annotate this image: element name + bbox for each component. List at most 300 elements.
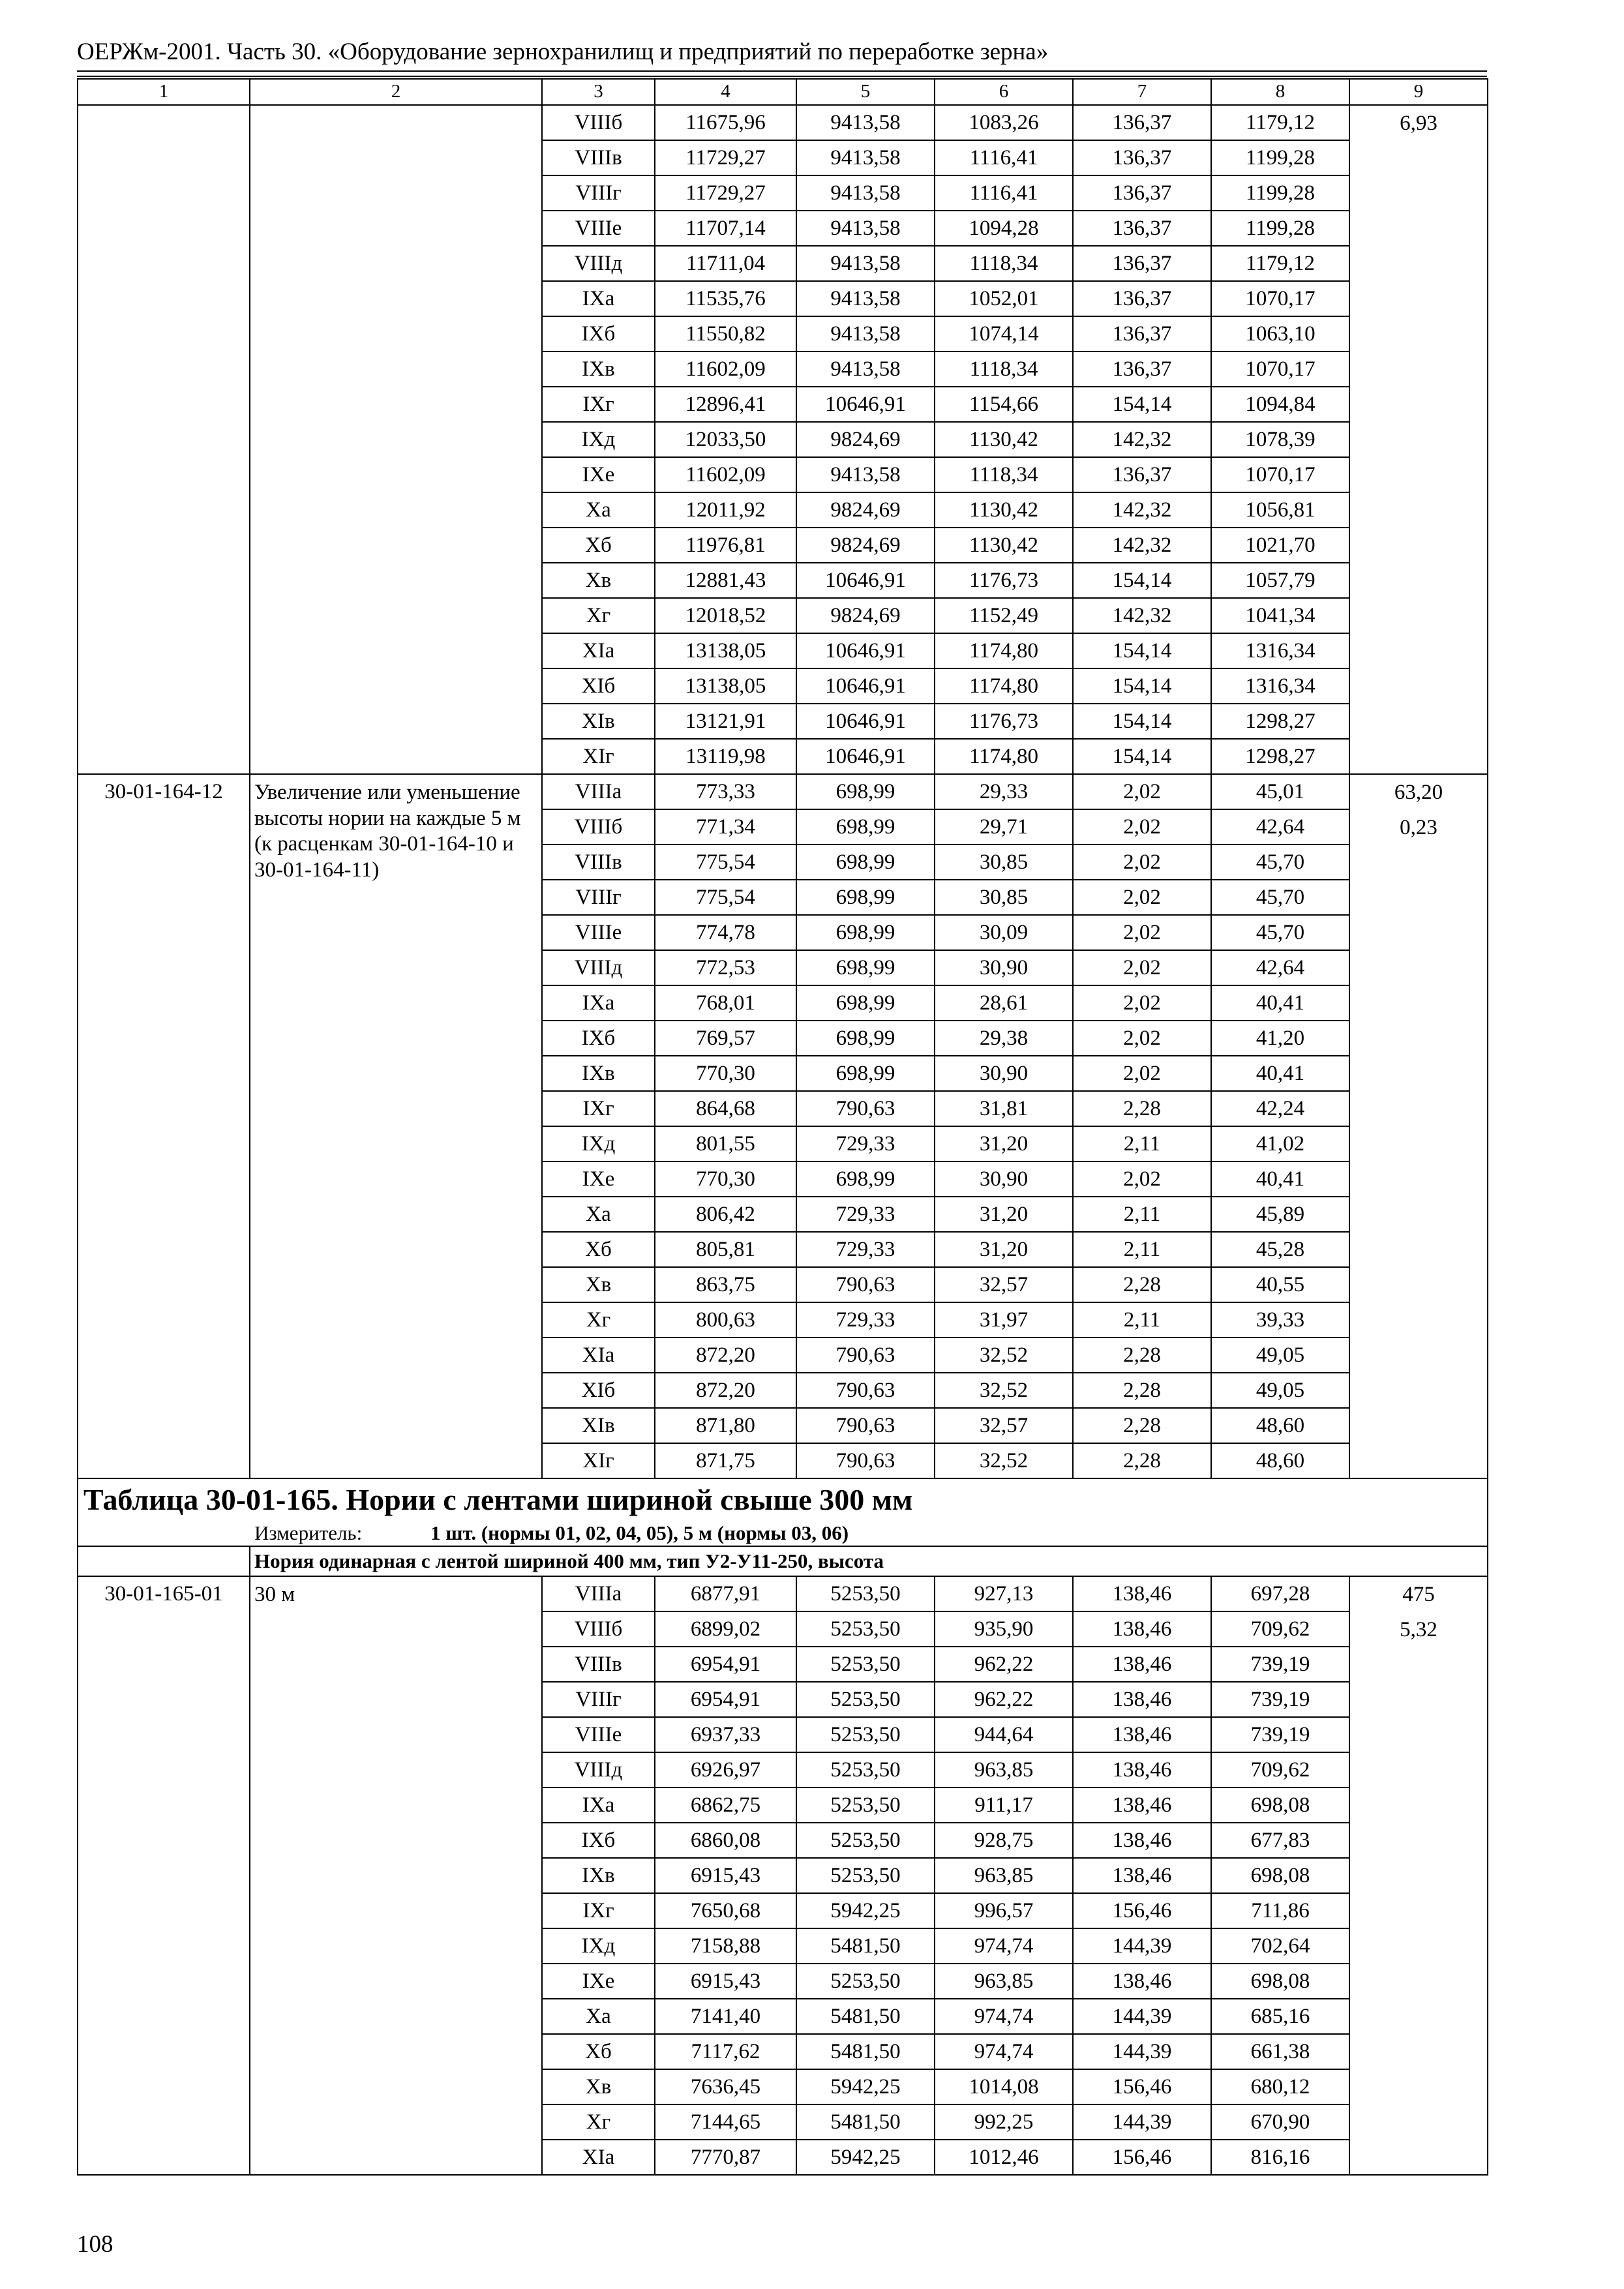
table-cell: 5253,50 [796, 1964, 935, 1999]
table-cell: 11535,76 [655, 281, 796, 316]
table-cell: 144,39 [1073, 1928, 1211, 1964]
table-cell: 1298,27 [1211, 739, 1349, 774]
table-cell: 1176,73 [935, 563, 1073, 598]
table-cell: 30,90 [935, 1161, 1073, 1197]
table-cell: 1176,73 [935, 704, 1073, 739]
table-cell: IXг [542, 387, 655, 422]
table-cell: 1118,34 [935, 457, 1073, 492]
table-cell: 5942,25 [796, 2140, 935, 2175]
table-cell: 29,71 [935, 809, 1073, 845]
table-cell: 1094,28 [935, 211, 1073, 246]
table-cell: IXд [542, 422, 655, 457]
table-cell: 698,08 [1211, 1788, 1349, 1823]
table-cell: VIIIб [542, 809, 655, 845]
table-cell: Xг [542, 2104, 655, 2140]
table-cell: 871,75 [655, 1443, 796, 1478]
labor-value: 5,32 [1400, 1618, 1437, 1641]
table-cell: 5942,25 [796, 2069, 935, 2104]
table-cell: 2,02 [1073, 880, 1211, 915]
table-cell: 9413,58 [796, 246, 935, 281]
table-cell: Xв [542, 563, 655, 598]
table-cell: 711,86 [1211, 1893, 1349, 1928]
table-cell: IXб [542, 1021, 655, 1056]
table-cell: 30,85 [935, 880, 1073, 915]
table-cell: VIIIг [542, 1682, 655, 1717]
labor-value: 6,93 [1400, 112, 1437, 135]
table-cell: 6926,97 [655, 1752, 796, 1788]
table-cell: 12896,41 [655, 387, 796, 422]
table-cell: 154,14 [1073, 633, 1211, 668]
table-cell: 48,60 [1211, 1443, 1349, 1478]
table-cell: 31,20 [935, 1232, 1073, 1267]
table-cell: 40,55 [1211, 1267, 1349, 1302]
table-cell: 13121,91 [655, 704, 796, 739]
table-cell: 685,16 [1211, 1999, 1349, 2034]
table-cell: 775,54 [655, 880, 796, 915]
table-cell: 7770,87 [655, 2140, 796, 2175]
table-cell: 697,28 [1211, 1576, 1349, 1611]
table-cell: 771,34 [655, 809, 796, 845]
table-cell: 2,02 [1073, 1021, 1211, 1056]
group-title-row [78, 1546, 1488, 1576]
table-cell: 41,20 [1211, 1021, 1349, 1056]
table-cell: 2,28 [1073, 1373, 1211, 1408]
table-cell: 2,11 [1073, 1197, 1211, 1232]
table-cell: Xб [542, 528, 655, 563]
table-cell: XIа [542, 1338, 655, 1373]
table-cell: 661,38 [1211, 2034, 1349, 2069]
table-cell: 774,78 [655, 915, 796, 950]
table-cell: IXг [542, 1893, 655, 1928]
table-cell: IXд [542, 1126, 655, 1161]
table-cell: 40,41 [1211, 985, 1349, 1021]
table-cell: 773,33 [655, 774, 796, 809]
table-cell: 10646,91 [796, 563, 935, 598]
column-number: 7 [1073, 79, 1211, 105]
table-cell: 11729,27 [655, 175, 796, 211]
table-cell: 45,70 [1211, 880, 1349, 915]
table-cell: 9413,58 [796, 140, 935, 175]
measure-cell [78, 1521, 1488, 1546]
table-cell: 9824,69 [796, 528, 935, 563]
table-cell: 2,28 [1073, 1408, 1211, 1443]
table-cell: 154,14 [1073, 704, 1211, 739]
table-cell: 1130,42 [935, 422, 1073, 457]
table-row [78, 1576, 1488, 1611]
table-cell: 1130,42 [935, 492, 1073, 528]
table-cell: 31,81 [935, 1091, 1073, 1126]
table-cell: 9413,58 [796, 211, 935, 246]
table-cell: 9413,58 [796, 457, 935, 492]
table-cell: 138,46 [1073, 1788, 1211, 1823]
table-cell: IXа [542, 281, 655, 316]
table-cell: 1316,34 [1211, 668, 1349, 704]
table-cell: 5481,50 [796, 1928, 935, 1964]
table-cell: 48,60 [1211, 1408, 1349, 1443]
table-cell: 770,30 [655, 1056, 796, 1091]
table-cell: 31,20 [935, 1197, 1073, 1232]
table-cell: 698,08 [1211, 1964, 1349, 1999]
table-cell: 13138,05 [655, 633, 796, 668]
table-cell: 154,14 [1073, 563, 1211, 598]
table-cell: 6899,02 [655, 1611, 796, 1647]
table-cell: VIIIд [542, 246, 655, 281]
table-cell: 136,37 [1073, 352, 1211, 387]
table-cell: 10646,91 [796, 633, 935, 668]
table-cell: 768,01 [655, 985, 796, 1021]
table-cell: 698,99 [796, 1021, 935, 1056]
table-cell: 9413,58 [796, 352, 935, 387]
table-cell: 1070,17 [1211, 281, 1349, 316]
table-cell: 6860,08 [655, 1823, 796, 1858]
table-cell: 142,32 [1073, 528, 1211, 563]
table-cell: 670,90 [1211, 2104, 1349, 2140]
table-cell: 1041,34 [1211, 598, 1349, 633]
table-cell: 2,11 [1073, 1302, 1211, 1338]
table-cell: 1199,28 [1211, 211, 1349, 246]
table-cell: VIIIе [542, 915, 655, 950]
table-cell: 45,70 [1211, 915, 1349, 950]
table-cell: 138,46 [1073, 1576, 1211, 1611]
table-title-row [78, 1478, 1488, 1521]
table-cell: 2,11 [1073, 1232, 1211, 1267]
table-cell: 11707,14 [655, 211, 796, 246]
table-cell: 5253,50 [796, 1717, 935, 1752]
table-cell: 816,16 [1211, 2140, 1349, 2175]
table-cell: 11729,27 [655, 140, 796, 175]
column-number: 2 [250, 79, 542, 105]
table-cell: 702,64 [1211, 1928, 1349, 1964]
table-cell: 1057,79 [1211, 563, 1349, 598]
table-cell: 136,37 [1073, 175, 1211, 211]
table-row [78, 774, 1488, 809]
column-number: 3 [542, 79, 655, 105]
table-cell: 30,90 [935, 950, 1073, 985]
table-cell: 138,46 [1073, 1647, 1211, 1682]
column-number-row [78, 79, 1488, 105]
table-cell: 1118,34 [935, 352, 1073, 387]
table-cell: 790,63 [796, 1091, 935, 1126]
table-cell: 5253,50 [796, 1788, 935, 1823]
labor-column [1349, 105, 1488, 774]
work-name: 30 м [250, 1576, 542, 2175]
table-cell: 142,32 [1073, 492, 1211, 528]
table-cell: 31,97 [935, 1302, 1073, 1338]
table-cell: XIг [542, 739, 655, 774]
table-cell: 45,89 [1211, 1197, 1349, 1232]
table-cell: 729,33 [796, 1232, 935, 1267]
table-cell: 9824,69 [796, 492, 935, 528]
table-cell: 144,39 [1073, 2104, 1211, 2140]
table-cell: 2,02 [1073, 845, 1211, 880]
table-cell: 9413,58 [796, 175, 935, 211]
table-cell: VIIIа [542, 774, 655, 809]
measure-label: Измеритель: [254, 1521, 363, 1544]
rate-code [78, 105, 250, 774]
table-cell: VIIIв [542, 1647, 655, 1682]
table-cell: 30,09 [935, 915, 1073, 950]
table-cell: 698,99 [796, 880, 935, 915]
table-cell: 928,75 [935, 1823, 1073, 1858]
table-cell: 709,62 [1211, 1611, 1349, 1647]
table-cell: 5481,50 [796, 2034, 935, 2069]
table-cell: 9824,69 [796, 422, 935, 457]
table-cell: 136,37 [1073, 105, 1211, 140]
table-cell: 806,42 [655, 1197, 796, 1232]
table-cell: 10646,91 [796, 668, 935, 704]
table-cell: 5253,50 [796, 1752, 935, 1788]
table-cell: 136,37 [1073, 281, 1211, 316]
table-cell: 1174,80 [935, 668, 1073, 704]
column-number: 8 [1211, 79, 1349, 105]
table-cell: 30,90 [935, 1056, 1073, 1091]
table-cell: IXб [542, 1823, 655, 1858]
table-cell: XIб [542, 1373, 655, 1408]
table-cell: 729,33 [796, 1197, 935, 1232]
table-cell: 1130,42 [935, 528, 1073, 563]
table-cell: 29,38 [935, 1021, 1073, 1056]
table-cell: 45,01 [1211, 774, 1349, 809]
rate-code: 30-01-165-01 [78, 1576, 250, 2175]
work-name: Увеличение или уменьшение высоты нории на каждые 5 м (к расценкам 30-01-164-10 и 30-01-164-11) [250, 774, 542, 1478]
table-cell: 13138,05 [655, 668, 796, 704]
table-cell: 32,52 [935, 1443, 1073, 1478]
table-cell: 156,46 [1073, 2140, 1211, 2175]
table-cell: 2,02 [1073, 809, 1211, 845]
table-cell: 1298,27 [1211, 704, 1349, 739]
table-cell: 10646,91 [796, 739, 935, 774]
table-cell: 680,12 [1211, 2069, 1349, 2104]
labor-value: 0,23 [1400, 816, 1437, 839]
table-cell: 1014,08 [935, 2069, 1073, 2104]
table-cell: 963,85 [935, 1858, 1073, 1893]
table-cell: 6954,91 [655, 1647, 796, 1682]
table-cell: 136,37 [1073, 140, 1211, 175]
table-cell: VIIIд [542, 1752, 655, 1788]
column-number: 4 [655, 79, 796, 105]
table-cell: Xг [542, 598, 655, 633]
table-cell: 5253,50 [796, 1823, 935, 1858]
table-cell: 13119,98 [655, 739, 796, 774]
table-cell: 698,99 [796, 774, 935, 809]
table-cell: 698,99 [796, 809, 935, 845]
table-cell: 790,63 [796, 1408, 935, 1443]
table-cell: 5481,50 [796, 1999, 935, 2034]
table-cell: 5253,50 [796, 1682, 935, 1717]
table-cell: 1174,80 [935, 633, 1073, 668]
table-cell: 2,11 [1073, 1126, 1211, 1161]
table-cell: 6937,33 [655, 1717, 796, 1752]
table-cell: 11711,04 [655, 246, 796, 281]
table-cell: 45,28 [1211, 1232, 1349, 1267]
table-cell: 6862,75 [655, 1788, 796, 1823]
table-cell: 6915,43 [655, 1964, 796, 1999]
table-cell: 775,54 [655, 845, 796, 880]
table-cell: 2,02 [1073, 1161, 1211, 1197]
table-cell: 739,19 [1211, 1647, 1349, 1682]
table-cell: 144,39 [1073, 1999, 1211, 2034]
table-cell: 1154,66 [935, 387, 1073, 422]
table-cell: IXб [542, 316, 655, 352]
page-number: 108 [77, 2231, 113, 2258]
table-cell: 7144,65 [655, 2104, 796, 2140]
table-cell: 142,32 [1073, 598, 1211, 633]
table-cell: 729,33 [796, 1126, 935, 1161]
group-title: Нория одинарная с лентой шириной 400 мм, тип У2-У11-250, высота [250, 1546, 1488, 1576]
table-cell: 1179,12 [1211, 246, 1349, 281]
table-cell: 1179,12 [1211, 105, 1349, 140]
table-cell: 156,46 [1073, 1893, 1211, 1928]
table-cell: 12881,43 [655, 563, 796, 598]
table-cell: 32,52 [935, 1373, 1073, 1408]
table-cell: 142,32 [1073, 422, 1211, 457]
table-cell: 698,08 [1211, 1858, 1349, 1893]
table-cell: 5253,50 [796, 1576, 935, 1611]
table-cell: 11602,09 [655, 457, 796, 492]
table-cell: VIIIв [542, 845, 655, 880]
table-cell: 962,22 [935, 1682, 1073, 1717]
table-cell: 1316,34 [1211, 633, 1349, 668]
table-cell: 963,85 [935, 1964, 1073, 1999]
table-cell: IXв [542, 1858, 655, 1893]
table-cell: 49,05 [1211, 1373, 1349, 1408]
table-cell: 31,20 [935, 1126, 1073, 1161]
table-cell: 138,46 [1073, 1964, 1211, 1999]
table-cell: Xв [542, 1267, 655, 1302]
table-cell: 28,61 [935, 985, 1073, 1021]
table-cell: 40,41 [1211, 1161, 1349, 1197]
page-header: ОЕРЖм-2001. Часть 30. «Оборудование зернохранилищ и предприятий по переработке зерна» [77, 38, 1049, 65]
table-cell: IXг [542, 1091, 655, 1126]
table-cell: IXе [542, 1964, 655, 1999]
table-cell: 863,75 [655, 1267, 796, 1302]
table-cell: 41,02 [1211, 1126, 1349, 1161]
table-cell: 698,99 [796, 845, 935, 880]
table-cell: 42,64 [1211, 950, 1349, 985]
rate-code: 30-01-164-12 [78, 774, 250, 1478]
measure-value: 1 шт. (нормы 01, 02, 04, 05), 5 м (нормы 03, 06) [430, 1521, 849, 1544]
table-cell: 770,30 [655, 1161, 796, 1197]
column-number: 1 [78, 79, 250, 105]
table-cell: 1078,39 [1211, 422, 1349, 457]
table-cell: 10646,91 [796, 387, 935, 422]
table-cell: 32,57 [935, 1408, 1073, 1443]
table-title: Таблица 30-01-165. Нории с лентами шириной свыше 300 мм [78, 1478, 1488, 1521]
table-cell: 729,33 [796, 1302, 935, 1338]
table-cell: 1070,17 [1211, 457, 1349, 492]
table-cell: 12033,50 [655, 422, 796, 457]
table-cell: 1094,84 [1211, 387, 1349, 422]
table-cell: VIIIб [542, 105, 655, 140]
group-code-empty [78, 1546, 250, 1576]
table-cell: 1199,28 [1211, 140, 1349, 175]
table-cell: 156,46 [1073, 2069, 1211, 2104]
table-cell: 1056,81 [1211, 492, 1349, 528]
column-number: 6 [935, 79, 1073, 105]
table-cell: IXе [542, 457, 655, 492]
table-cell: 42,24 [1211, 1091, 1349, 1126]
table-cell: 974,74 [935, 2034, 1073, 2069]
table-cell: 739,19 [1211, 1717, 1349, 1752]
table-cell: 992,25 [935, 2104, 1073, 2140]
table-cell: 709,62 [1211, 1752, 1349, 1788]
table-cell: 136,37 [1073, 211, 1211, 246]
column-number: 9 [1349, 79, 1488, 105]
table-cell: 2,02 [1073, 774, 1211, 809]
table-cell: 7158,88 [655, 1928, 796, 1964]
table-cell: Xб [542, 2034, 655, 2069]
table-cell: 138,46 [1073, 1752, 1211, 1788]
table-cell: VIIIв [542, 140, 655, 175]
table-cell: 7636,45 [655, 2069, 796, 2104]
table-cell: 29,33 [935, 774, 1073, 809]
table-cell: VIIIг [542, 880, 655, 915]
table-cell: 11602,09 [655, 352, 796, 387]
table-cell: Xб [542, 1232, 655, 1267]
table-cell: 154,14 [1073, 668, 1211, 704]
table-cell: 871,80 [655, 1408, 796, 1443]
table-cell: 801,55 [655, 1126, 796, 1161]
table-cell: 1116,41 [935, 140, 1073, 175]
table-cell: 790,63 [796, 1443, 935, 1478]
table-cell: 2,28 [1073, 1338, 1211, 1373]
table-cell: IXв [542, 1056, 655, 1091]
table-cell: Xа [542, 1999, 655, 2034]
table-cell: 7141,40 [655, 1999, 796, 2034]
table-cell: VIIIе [542, 1717, 655, 1752]
table-cell: 9413,58 [796, 105, 935, 140]
table-cell: 7650,68 [655, 1893, 796, 1928]
table-cell: VIIIд [542, 950, 655, 985]
table-cell: 2,02 [1073, 1056, 1211, 1091]
table-cell: 2,28 [1073, 1443, 1211, 1478]
table-cell: XIг [542, 1443, 655, 1478]
table-cell: 154,14 [1073, 387, 1211, 422]
table-cell: Xа [542, 1197, 655, 1232]
table-cell: IXа [542, 1788, 655, 1823]
table-cell: 30,85 [935, 845, 1073, 880]
table-cell: 7117,62 [655, 2034, 796, 2069]
table-cell: 698,99 [796, 1056, 935, 1091]
rates-table [77, 78, 1488, 2176]
table-cell: 1021,70 [1211, 528, 1349, 563]
table-cell: 11976,81 [655, 528, 796, 563]
table-cell: VIIIе [542, 211, 655, 246]
labor-value: 63,20 [1394, 781, 1443, 804]
table-cell: 974,74 [935, 1999, 1073, 2034]
table-cell: 12011,92 [655, 492, 796, 528]
table-cell: 6877,91 [655, 1576, 796, 1611]
table-cell: 1174,80 [935, 739, 1073, 774]
table-cell: 769,57 [655, 1021, 796, 1056]
table-cell: XIб [542, 668, 655, 704]
table-cell: 1012,46 [935, 2140, 1073, 2175]
table-cell: 698,99 [796, 1161, 935, 1197]
table-cell: 944,64 [935, 1717, 1073, 1752]
table-cell: 42,64 [1211, 809, 1349, 845]
table-row [78, 105, 1488, 140]
table-cell: 45,70 [1211, 845, 1349, 880]
table-cell: 32,52 [935, 1338, 1073, 1373]
table-cell: XIв [542, 1408, 655, 1443]
table-cell: 32,57 [935, 1267, 1073, 1302]
table-cell: 962,22 [935, 1647, 1073, 1682]
table-cell: 698,99 [796, 915, 935, 950]
table-cell: XIа [542, 633, 655, 668]
table-cell: 872,20 [655, 1373, 796, 1408]
table-cell: 39,33 [1211, 1302, 1349, 1338]
table-cell: 6915,43 [655, 1858, 796, 1893]
